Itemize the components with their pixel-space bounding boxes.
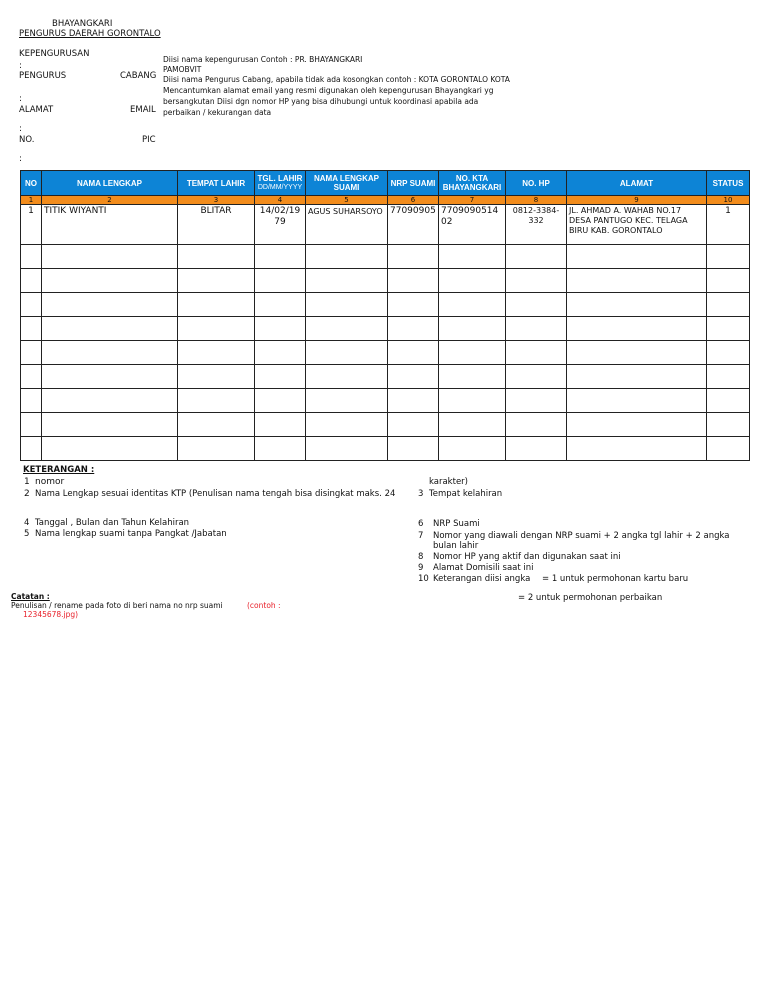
ket-7-text: Nomor yang diawali dengan NRP suami + 2 angka tgl lahir + 2 angka bbox=[433, 531, 730, 541]
table-row bbox=[21, 269, 750, 293]
ket-9-text: Alamat Domisili saat ini bbox=[433, 563, 534, 573]
table-row bbox=[21, 205, 750, 245]
col-header-tgl-label: TGL. LAHIR bbox=[257, 174, 303, 183]
ket-5-num: 5 bbox=[24, 529, 30, 539]
colon: : bbox=[19, 124, 22, 134]
empty-cell[interactable] bbox=[178, 413, 255, 437]
cell-nrp[interactable] bbox=[388, 205, 439, 245]
ket-6-num: 6 bbox=[418, 519, 424, 529]
empty-cell[interactable] bbox=[707, 317, 750, 341]
colon: : bbox=[19, 94, 22, 104]
empty-cell[interactable] bbox=[506, 437, 567, 461]
empty-cell[interactable] bbox=[707, 413, 750, 437]
label-pengurus: PENGURUS bbox=[19, 71, 67, 81]
empty-cell[interactable] bbox=[707, 389, 750, 413]
empty-cell[interactable] bbox=[567, 413, 707, 437]
empty-cell[interactable] bbox=[306, 437, 388, 461]
empty-cell[interactable] bbox=[707, 269, 750, 293]
empty-cell[interactable] bbox=[255, 293, 306, 317]
empty-cell[interactable] bbox=[567, 437, 707, 461]
col-number: 3 bbox=[178, 196, 255, 205]
empty-cell[interactable] bbox=[707, 365, 750, 389]
empty-cell[interactable] bbox=[388, 413, 439, 437]
label-pic: PIC bbox=[142, 135, 156, 145]
keterangan-title: KETERANGAN : bbox=[23, 465, 95, 475]
colon: : bbox=[19, 154, 22, 164]
empty-cell[interactable] bbox=[388, 293, 439, 317]
empty-cell[interactable] bbox=[707, 293, 750, 317]
col-header-suami: NAMA LENGKAP SUAMI bbox=[306, 171, 388, 196]
col-header-kta: NO. KTA BHAYANGKARI bbox=[439, 171, 506, 196]
catatan-title: Catatan : bbox=[11, 592, 50, 601]
table-row bbox=[21, 365, 750, 389]
cell-hp-text: 0812-3384-332 bbox=[512, 206, 560, 225]
label-alamat: ALAMAT bbox=[19, 105, 54, 115]
note-kepengurusan: Diisi nama kepengurusan Contoh : PR. BHAYANGKARI bbox=[163, 55, 363, 64]
cell-alamat[interactable] bbox=[567, 205, 707, 245]
cell-tgl[interactable] bbox=[255, 205, 306, 245]
empty-cell[interactable] bbox=[21, 269, 42, 293]
empty-cell[interactable] bbox=[388, 317, 439, 341]
col-number: 2 bbox=[42, 196, 178, 205]
note-email: Mencantumkan alamat email yang resmi digunakan oleh kepengurusan Bhayangkari yg bbox=[163, 86, 494, 95]
cell-suami[interactable] bbox=[306, 205, 388, 245]
col-header-alamat: ALAMAT bbox=[567, 171, 707, 196]
empty-cell[interactable] bbox=[439, 245, 506, 269]
cell-suami-text: AGUS SUHARSOYO bbox=[308, 207, 383, 216]
empty-cell[interactable] bbox=[42, 437, 178, 461]
ket-7-num: 7 bbox=[418, 531, 424, 541]
empty-cell[interactable] bbox=[178, 341, 255, 365]
data-table bbox=[20, 170, 750, 461]
col-number: 8 bbox=[506, 196, 567, 205]
col-header-hp: NO. HP bbox=[506, 171, 567, 196]
empty-cell[interactable] bbox=[707, 341, 750, 365]
col-header-tempat: TEMPAT LAHIR bbox=[178, 171, 255, 196]
empty-cell[interactable] bbox=[178, 317, 255, 341]
empty-cell[interactable] bbox=[439, 341, 506, 365]
cell-hp[interactable] bbox=[506, 205, 567, 245]
empty-cell[interactable] bbox=[21, 365, 42, 389]
empty-cell[interactable] bbox=[506, 413, 567, 437]
empty-cell[interactable] bbox=[178, 269, 255, 293]
empty-cell[interactable] bbox=[21, 413, 42, 437]
cell-alamat-text: JL. AHMAD A. WAHAB NO.17 DESA PANTUGO KEC. TELAGA BIRU KAB. GORONTALO bbox=[569, 206, 688, 235]
empty-cell[interactable] bbox=[21, 341, 42, 365]
number-row bbox=[21, 196, 750, 205]
org-subtitle: PENGURUS DAERAH GORONTALO bbox=[19, 29, 161, 39]
ket-3-num: 3 bbox=[418, 489, 424, 499]
ket-1-text: nomor bbox=[35, 477, 65, 487]
empty-cell[interactable] bbox=[567, 389, 707, 413]
empty-cell[interactable] bbox=[439, 293, 506, 317]
ket-2-text: Nama Lengkap sesuai identitas KTP (Penulisan nama tengah bisa disingkat maks. 24 bbox=[35, 489, 396, 499]
empty-cell[interactable] bbox=[255, 413, 306, 437]
empty-cell[interactable] bbox=[42, 389, 178, 413]
empty-cell[interactable] bbox=[255, 341, 306, 365]
empty-cell[interactable] bbox=[255, 317, 306, 341]
empty-cell[interactable] bbox=[306, 245, 388, 269]
label-email: EMAIL bbox=[130, 105, 156, 115]
note-kepengurusan-cont: PAMOBVIT bbox=[163, 65, 202, 74]
catatan-example: (contoh : bbox=[247, 601, 281, 610]
cell-nama-text: TITIK WIYANTI bbox=[44, 206, 107, 216]
empty-cell[interactable] bbox=[178, 389, 255, 413]
empty-cell[interactable] bbox=[567, 245, 707, 269]
empty-rows bbox=[21, 245, 750, 461]
empty-cell[interactable] bbox=[306, 413, 388, 437]
ket-10-option-1: = 1 untuk permohonan kartu baru bbox=[542, 574, 689, 584]
empty-cell[interactable] bbox=[306, 317, 388, 341]
empty-cell[interactable] bbox=[388, 245, 439, 269]
empty-cell[interactable] bbox=[439, 389, 506, 413]
empty-cell[interactable] bbox=[306, 389, 388, 413]
ket-10-text: Keterangan diisi angka bbox=[433, 574, 531, 584]
cell-status-text: 1 bbox=[725, 206, 731, 216]
ket-10-num: 10 bbox=[418, 574, 429, 584]
empty-cell[interactable] bbox=[388, 389, 439, 413]
table-row bbox=[21, 437, 750, 461]
org-name: BHAYANGKARI bbox=[52, 19, 113, 29]
col-header-status: STATUS bbox=[707, 171, 750, 196]
empty-cell[interactable] bbox=[255, 389, 306, 413]
cell-kta[interactable] bbox=[439, 205, 506, 245]
ket-3-text: Tempat kelahiran bbox=[429, 489, 503, 499]
cell-kta-text: 770909051402 bbox=[441, 206, 499, 227]
col-header-nama: NAMA LENGKAP bbox=[42, 171, 178, 196]
empty-cell[interactable] bbox=[21, 293, 42, 317]
ket-6-text: NRP Suami bbox=[433, 519, 480, 529]
empty-cell[interactable] bbox=[42, 341, 178, 365]
empty-cell[interactable] bbox=[506, 293, 567, 317]
empty-cell[interactable] bbox=[255, 269, 306, 293]
empty-cell[interactable] bbox=[21, 389, 42, 413]
col-number: 9 bbox=[567, 196, 707, 205]
col-header-tgl-format: DD/MM/YYYY bbox=[257, 184, 303, 191]
cell-nrp-text: 77090905 bbox=[390, 206, 436, 216]
empty-cell[interactable] bbox=[506, 269, 567, 293]
empty-cell[interactable] bbox=[178, 245, 255, 269]
empty-cell[interactable] bbox=[707, 437, 750, 461]
note-cabang: Diisi nama Pengurus Cabang, apabila tidak ada kosongkan contoh : KOTA GORONTALO KOTA bbox=[163, 75, 510, 84]
cell-tgl-text: 14/02/1979 bbox=[259, 206, 301, 227]
label-kepengurusan: KEPENGURUSAN bbox=[19, 49, 90, 59]
empty-cell[interactable] bbox=[439, 365, 506, 389]
cell-no-text: 1 bbox=[28, 206, 34, 216]
empty-cell[interactable] bbox=[42, 245, 178, 269]
label-no: NO. bbox=[19, 135, 35, 145]
col-header-nrp: NRP SUAMI bbox=[388, 171, 439, 196]
table-row bbox=[21, 293, 750, 317]
empty-cell[interactable] bbox=[21, 317, 42, 341]
empty-cell[interactable] bbox=[42, 413, 178, 437]
table-row bbox=[21, 317, 750, 341]
col-number: 10 bbox=[707, 196, 750, 205]
empty-cell[interactable] bbox=[306, 365, 388, 389]
empty-cell[interactable] bbox=[506, 317, 567, 341]
cell-tempat-text: BLITAR bbox=[200, 206, 232, 216]
empty-cell[interactable] bbox=[439, 437, 506, 461]
empty-cell[interactable] bbox=[567, 365, 707, 389]
cell-no[interactable] bbox=[21, 205, 42, 245]
col-number: 5 bbox=[306, 196, 388, 205]
col-number: 7 bbox=[439, 196, 506, 205]
empty-cell[interactable] bbox=[178, 365, 255, 389]
col-number: 1 bbox=[21, 196, 42, 205]
catatan-text: Penulisan / rename pada foto di beri nama no nrp suami bbox=[11, 601, 223, 610]
table-row bbox=[21, 341, 750, 365]
table-row bbox=[21, 389, 750, 413]
col-number: 6 bbox=[388, 196, 439, 205]
cell-status[interactable] bbox=[707, 205, 750, 245]
empty-cell[interactable] bbox=[388, 341, 439, 365]
ket-4-text: Tanggal , Bulan dan Tahun Kelahiran bbox=[35, 518, 190, 528]
cell-nama[interactable] bbox=[42, 205, 178, 245]
empty-cell[interactable] bbox=[506, 341, 567, 365]
empty-cell[interactable] bbox=[439, 317, 506, 341]
empty-cell[interactable] bbox=[178, 437, 255, 461]
ket-8-text: Nomor HP yang aktif dan digunakan saat ini bbox=[433, 552, 621, 562]
empty-cell[interactable] bbox=[506, 365, 567, 389]
catatan-example-filename: 12345678.jpg) bbox=[23, 610, 79, 619]
col-header-tgl bbox=[255, 171, 306, 196]
empty-cell[interactable] bbox=[21, 245, 42, 269]
ket-9-num: 9 bbox=[418, 563, 424, 573]
ket-7-cont: bulan lahir bbox=[433, 541, 479, 551]
empty-cell[interactable] bbox=[255, 365, 306, 389]
empty-cell[interactable] bbox=[21, 437, 42, 461]
empty-cell[interactable] bbox=[42, 293, 178, 317]
empty-cell[interactable] bbox=[388, 365, 439, 389]
empty-cell[interactable] bbox=[178, 293, 255, 317]
empty-cell[interactable] bbox=[42, 269, 178, 293]
empty-cell[interactable] bbox=[506, 389, 567, 413]
note-email-cont2: perbaikan / kekurangan data bbox=[163, 108, 272, 117]
empty-cell[interactable] bbox=[439, 269, 506, 293]
empty-cell[interactable] bbox=[567, 341, 707, 365]
ket-2-cont: karakter) bbox=[429, 477, 468, 487]
empty-cell[interactable] bbox=[306, 269, 388, 293]
empty-cell[interactable] bbox=[388, 269, 439, 293]
header-row bbox=[21, 171, 750, 196]
cell-tempat[interactable] bbox=[178, 205, 255, 245]
table-row bbox=[21, 245, 750, 269]
label-cabang: CABANG bbox=[120, 71, 157, 81]
empty-cell[interactable] bbox=[567, 269, 707, 293]
ket-2-num: 2 bbox=[24, 489, 30, 499]
empty-cell[interactable] bbox=[388, 437, 439, 461]
empty-cell[interactable] bbox=[567, 317, 707, 341]
ket-4-num: 4 bbox=[24, 518, 30, 528]
empty-cell[interactable] bbox=[567, 293, 707, 317]
ket-5-text: Nama lengkap suami tanpa Pangkat /Jabatan bbox=[35, 529, 227, 539]
col-header-no: NO bbox=[21, 171, 42, 196]
empty-cell[interactable] bbox=[439, 413, 506, 437]
empty-cell[interactable] bbox=[255, 245, 306, 269]
empty-cell[interactable] bbox=[306, 341, 388, 365]
note-email-cont: bersangkutan Diisi dgn nomor HP yang bisa dihubungi untuk koordinasi apabila ada bbox=[163, 97, 479, 106]
colon: : bbox=[19, 61, 22, 71]
empty-cell[interactable] bbox=[42, 317, 178, 341]
col-number: 4 bbox=[255, 196, 306, 205]
ket-1-num: 1 bbox=[24, 477, 30, 487]
empty-cell[interactable] bbox=[506, 245, 567, 269]
empty-cell[interactable] bbox=[707, 245, 750, 269]
empty-cell[interactable] bbox=[255, 437, 306, 461]
ket-10-option-2: = 2 untuk permohonan perbaikan bbox=[518, 593, 663, 603]
empty-cell[interactable] bbox=[42, 365, 178, 389]
table-row bbox=[21, 413, 750, 437]
ket-8-num: 8 bbox=[418, 552, 424, 562]
empty-cell[interactable] bbox=[306, 293, 388, 317]
